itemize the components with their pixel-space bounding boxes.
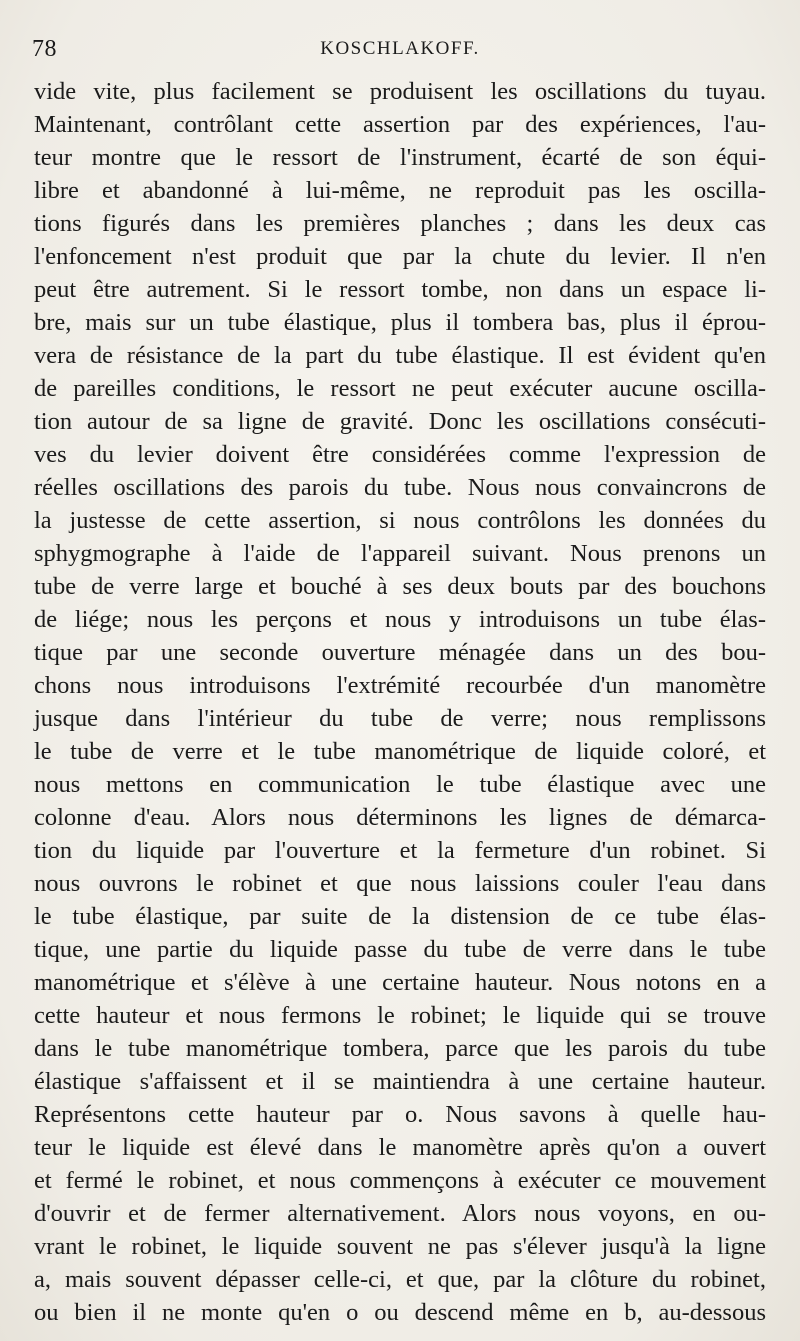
text-line: chons nous introduisons l'extrémité recourbée d'un manomètre (34, 672, 766, 699)
text-line: dans le tube manométrique tombera, parce que les parois du tube (34, 1035, 766, 1062)
page-number: 78 (32, 36, 57, 62)
page-header (30, 36, 770, 66)
text-line: a, mais souvent dépasser celle-ci, et que, par la clôture du robinet, (34, 1266, 766, 1293)
text-line: nous ouvrons le robinet et que nous laissions couler l'eau dans (34, 870, 766, 897)
text-line: vrant le robinet, le liquide souvent ne pas s'élever jusqu'à la ligne (34, 1233, 766, 1260)
text-line: tique, une partie du liquide passe du tube de verre dans le tube (34, 936, 766, 963)
text-line: manométrique et s'élève à une certaine hauteur. Nous notons en a (34, 969, 766, 996)
text-line: colonne d'eau. Alors nous déterminons les lignes de démarca- (34, 804, 766, 831)
text-line: Représentons cette hauteur par o. Nous savons à quelle hau- (34, 1101, 766, 1128)
text-line: jusque dans l'intérieur du tube de verre; nous remplissons (34, 705, 766, 732)
text-line: l'enfoncement n'est produit que par la chute du levier. Il n'en (34, 243, 766, 270)
text-line: élastique s'affaissent et il se maintiendra à une certaine hauteur. (34, 1068, 766, 1095)
text-line: libre et abandonné à lui-même, ne reproduit pas les oscilla- (34, 177, 766, 204)
text-line: vide vite, plus facilement se produisent les oscillations du tuyau. (34, 78, 766, 105)
text-line: nous mettons en communication le tube élastique avec une (34, 771, 766, 798)
text-line: sphygmographe à l'aide de l'appareil suivant. Nous prenons un (34, 540, 766, 567)
text-line: tique par une seconde ouverture ménagée dans un des bou- (34, 639, 766, 666)
text-line: cette hauteur et nous fermons le robinet; le liquide qui se trouve (34, 1002, 766, 1029)
text-line: de pareilles conditions, le ressort ne peut exécuter aucune oscilla- (34, 375, 766, 402)
text-line: tube de verre large et bouché à ses deux bouts par des bouchons (34, 573, 766, 600)
text-line: réelles oscillations des parois du tube. Nous nous convaincrons de (34, 474, 766, 501)
running-head: KOSCHLAKOFF. (320, 38, 480, 59)
text-line: tion autour de sa ligne de gravité. Donc les oscillations consécuti- (34, 408, 766, 435)
text-line: ou bien il ne monte qu'en o ou descend même en b, au-dessous (34, 1299, 766, 1326)
text-line: teur le liquide est élevé dans le manomètre après qu'on a ouvert (34, 1134, 766, 1161)
text-line: la justesse de cette assertion, si nous contrôlons les données du (34, 507, 766, 534)
text-line: bre, mais sur un tube élastique, plus il tombera bas, plus il éprou- (34, 309, 766, 336)
text-line: vera de résistance de la part du tube élastique. Il est évident qu'en (34, 342, 766, 369)
text-line: de liége; nous les perçons et nous y introduisons un tube élas- (34, 606, 766, 633)
text-line: tions figurés dans les premières planches ; dans les deux cas (34, 210, 766, 237)
text-line: d'ouvrir et de fermer alternativement. Alors nous voyons, en ou- (34, 1200, 766, 1227)
text-line: tion du liquide par l'ouverture et la fermeture d'un robinet. Si (34, 837, 766, 864)
text-line: le tube de verre et le tube manométrique de liquide coloré, et (34, 738, 766, 765)
text-line: et fermé le robinet, et nous commençons à exécuter ce mouvement (34, 1167, 766, 1194)
text-line: teur montre que le ressort de l'instrument, écarté de son équi- (34, 144, 766, 171)
body-text (34, 75, 766, 1329)
text-line: ves du levier doivent être considérées comme l'expression de (34, 441, 766, 468)
text-line: Maintenant, contrôlant cette assertion par des expériences, l'au- (34, 111, 766, 138)
text-line: le tube élastique, par suite de la distension de ce tube élas- (34, 903, 766, 930)
text-line: peut être autrement. Si le ressort tombe, non dans un espace li- (34, 276, 766, 303)
